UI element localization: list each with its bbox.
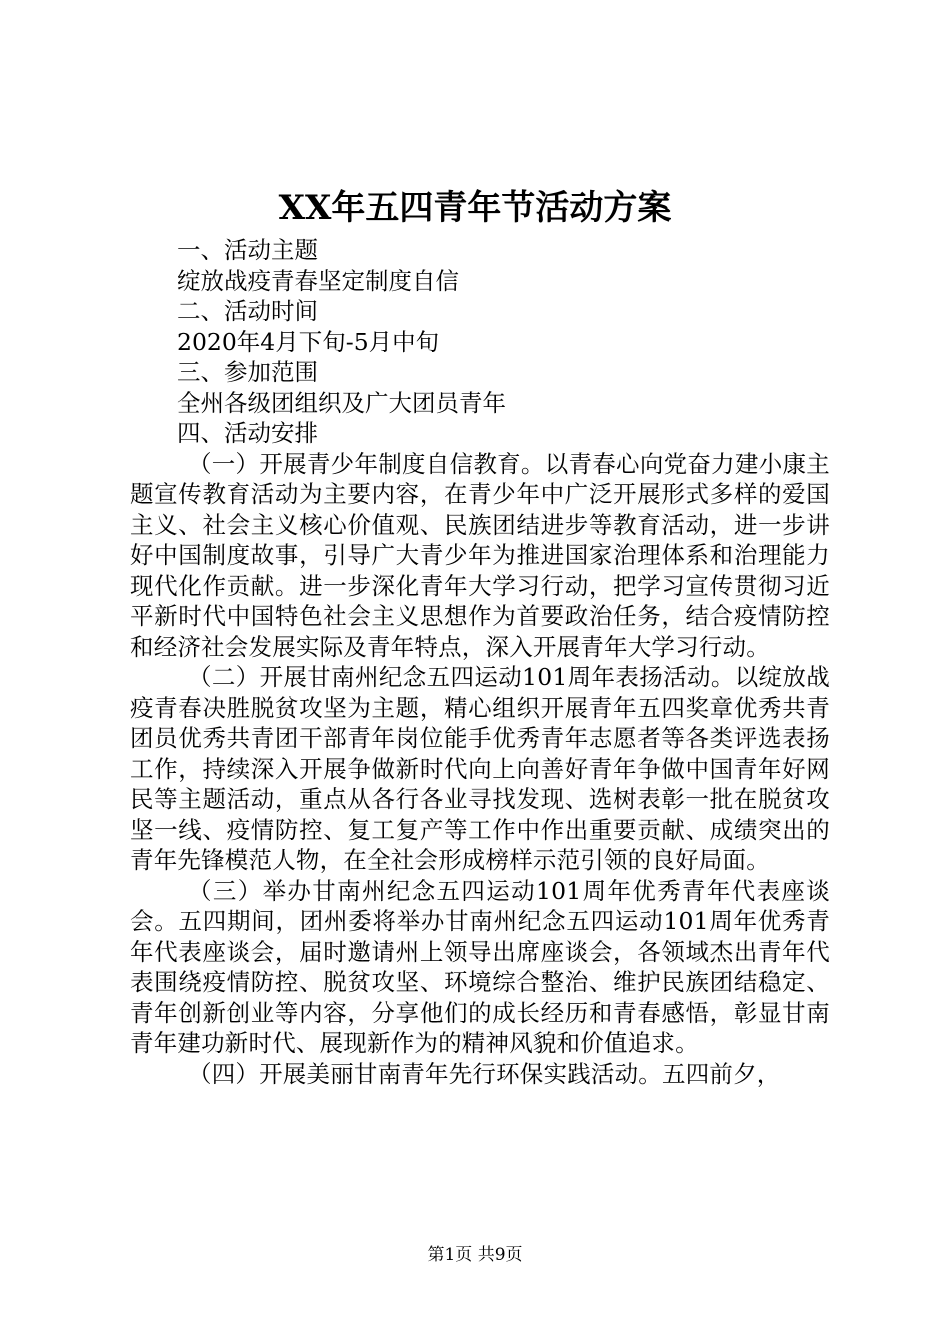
document-title: XX年五四青年节活动方案 <box>278 188 672 228</box>
document-body <box>130 235 830 1089</box>
paragraph-3: （三）举办甘南州纪念五四运动101周年优秀青年代表座谈会。五四期间，团州委将举办甘南州纪念五四运动101周年优秀青年代表座谈会，届时邀请州上领导出席座谈会，各领域杰出青年代表围绕疫情防控、脱贫攻坚、环境综合整治、维护民族团结稳定、青年创新创业等内容，分享他们的成长经历和青春感悟，彰显甘南青年建功新时代、展现新作为的精神风貌和价值追求。 <box>130 876 830 1057</box>
paragraph-4: （四）开展美丽甘南青年先行环保实践活动。五四前夕， <box>188 1059 781 1088</box>
section-heading-arrangement: 四、活动安排 <box>177 419 318 447</box>
scope-text: 全州各级团组织及广大团员青年 <box>177 388 506 417</box>
paragraph-2: （二）开展甘南州纪念五四运动101周年表扬活动。以绽放战疫青春决胜脱贫攻坚为主题，精心组织开展青年五四奖章优秀共青团员优秀共青团干部青年岗位能手优秀青年志愿者等各类评选表扬工作，持续深入开展争做新时代向上向善好青年争做中国青年好网民等主题活动，重点从各行各业寻找发现、选树表彰一批在脱贫攻坚一线、疫情防控、复工复产等工作中作出重要贡献、成绩突出的青年先锋模范人物，在全社会形成榜样示范引领的良好局面。 <box>130 663 830 874</box>
time-text: 2020年4月下旬-5月中旬 <box>177 327 440 356</box>
section-heading-scope: 三、参加范围 <box>177 358 318 386</box>
page-footer: 第1页 共9页 <box>427 1245 523 1265</box>
section-heading-time: 二、活动时间 <box>177 297 318 325</box>
section-heading-theme: 一、活动主题 <box>177 236 318 264</box>
paragraph-1: （一）开展青少年制度自信教育。以青春心向党奋力建小康主题宣传教育活动为主要内容，在青少年中广泛开展形式多样的爱国主义、社会主义核心价值观、民族团结进步等教育活动，进一步讲好中国制度故事，引导广大青少年为推进国家治理体系和治理能力现代化作贡献。进一步深化青年大学习行动，把学习宣传贯彻习近平新时代中国特色社会主义思想作为首要政治任务，结合疫情防控和经济社会发展实际及青年特点，深入开展青年大学习行动。 <box>130 449 830 661</box>
theme-text: 绽放战疫青春坚定制度自信 <box>177 266 459 295</box>
